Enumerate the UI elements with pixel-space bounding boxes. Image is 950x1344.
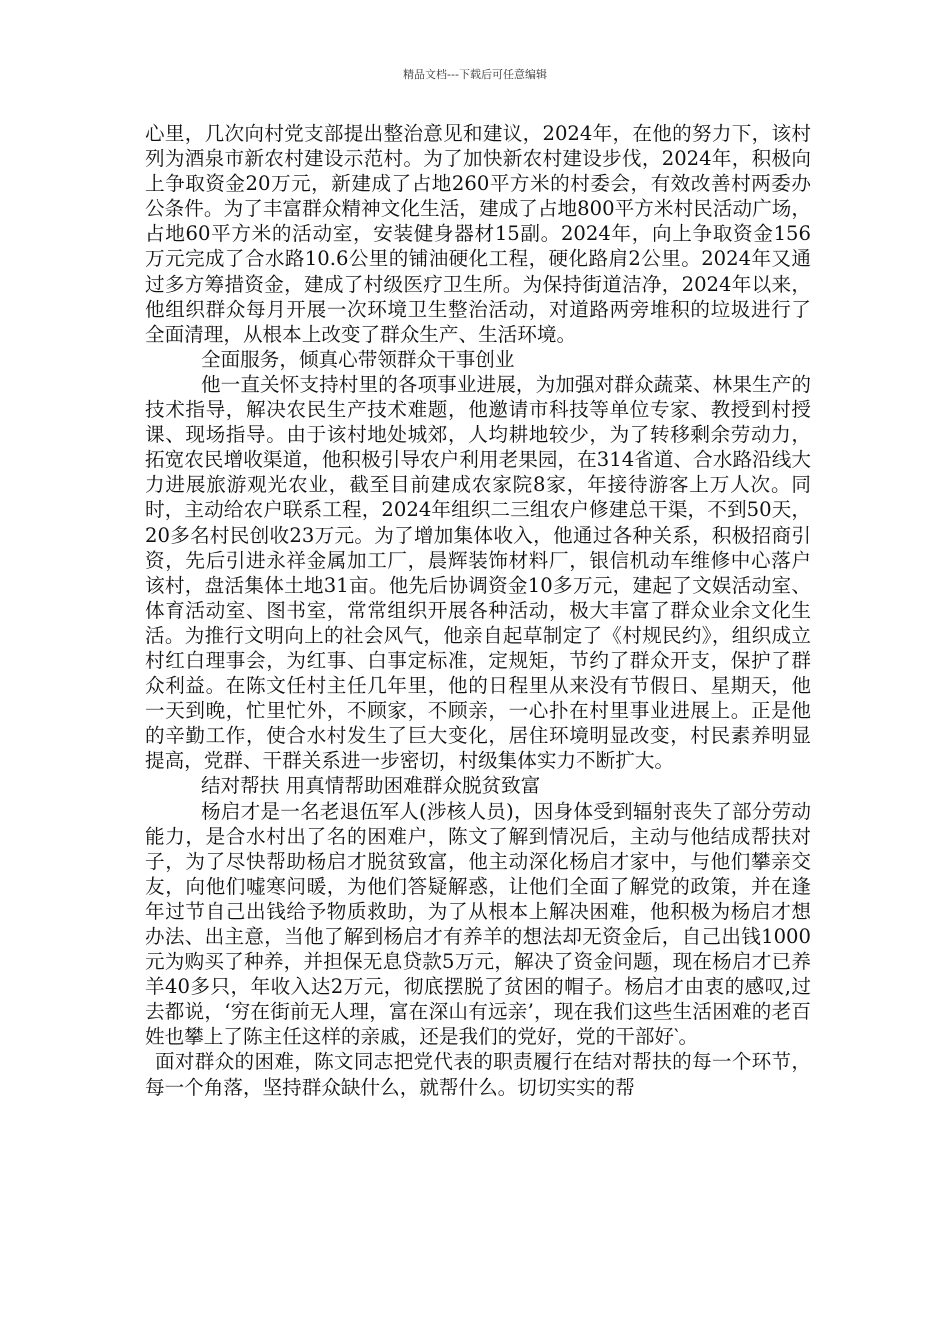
paragraph-yang-qicai-story: 杨启才是一名老退伍军人(涉核人员)，因身体受到辐射丧失了部分劳动能力，是合水村出了名的困难户，陈文了解到情况后，主动与他结成帮扶对子，为了尽快帮助杨启才脱贫致富，他主动深化杨启才家中，与他们攀亲交友，向他们嘘寒问暖，为他们答疑解惑，让他们全面了解党的政策，并在逢年过节自己出钱给予物质救助，为了从根本上解决困难，他积极为杨启才想办法、出主意，当他了解到杨启才有养羊的想法却无资金后，自己出钱1000元为购买了种养，并担保无息贷款5万元，解决了资金问题，现在杨启才已养羊40多只，年收入达2万元，彻底摆脱了贫困的帽子。杨启才由衷的感叹,过去都说，‘穷在街前无人理，富在深山有远亲’，现在我们这些生活困难的老百姓也攀上了陈主任这样的亲戚，还是我们的党好，党的干部好‵。 [145, 799, 811, 1049]
page-header: 精品文档---下载后可任意编辑 [403, 68, 547, 81]
paragraph-facing-difficulties: 面对群众的困难，陈文同志把党代表的职责履行在结对帮扶的每一个环节，每一个角落，坚持群众缺什么，就帮什么。切切实实的帮 [145, 1050, 811, 1099]
document-body [145, 121, 811, 1100]
paragraph-village-development: 他一直关怀支持村里的各项事业进展，为加强对群众蔬菜、林果生产的技术指导，解决农民生产技术难题，他邀请市科技等单位专家、教授到村授课、现场指导。由于该村地处城郊，人均耕地较少，为了转移剩余劳动力，拓宽农民增收渠道，他积极引导农户利用老果园，在314省道、合水路沿线大力进展旅游观光农业，截至目前建成农家院8家，年接待游客上万人次。同时，主动给农户联系工程，2024年组织二三组农户修建总干渠，不到50天，20多名村民创收23万元。为了增加集体收入，他通过各种关系，积极招商引资，先后引进永祥金属加工厂，晨辉装饰材料厂，银信机动车维修中心落户该村，盘活集体土地31亩。他先后协调资金10多万元，建起了文娱活动室、体育活动室、图书室，常常组织开展各种活动，极大丰富了群众业余文化生活。为推行文明向上的社会风气，他亲自起草制定了《村规民约》，组织成立村红白理事会，为红事、白事定标准，定规矩，节约了群众开支，保护了群众利益。在陈文任村主任几年里，他的日程里从来没有节假日、星期天，他一天到晚，忙里忙外，不顾家，不顾亲，一心扑在村里事业进展上。正是他的辛勤工作，使合水村发生了巨大变化，居住环境明显改变，村民素养明显提高，党群、干群关系进一步密切，村级集体实力不断扩大。 [145, 372, 811, 773]
section-heading-paired-assistance: 结对帮扶 用真情帮助困难群众脱贫致富 [201, 774, 541, 798]
paragraph-village-improvement: 心里，几次向村党支部提出整治意见和建议，2024年，在他的努力下，该村列为酒泉市新农村建设示范村。为了加快新农村建设步伐，2024年，积极向上争取资金20万元，新建成了占地260平方米的村委会，有效改善村两委办公条件。为了丰富群众精神文化生活，建成了占地800平方米村民活动广场，占地60平方米的活动室，安装健身器材15副。2024年，向上争取资金156万元完成了合水路10.6公里的铺油硬化工程，硬化路肩2公里。2024年又通过多方筹措资金，建成了村级医疗卫生所。为保持街道洁净，2024年以来，他组织群众每月开展一次环境卫生整治活动，对道路两旁堆积的垃圾进行了全面清理，从根本上改变了群众生产、生活环境。 [145, 122, 811, 346]
section-heading-comprehensive-service: 全面服务，倾真心带领群众干事创业 [201, 347, 515, 371]
